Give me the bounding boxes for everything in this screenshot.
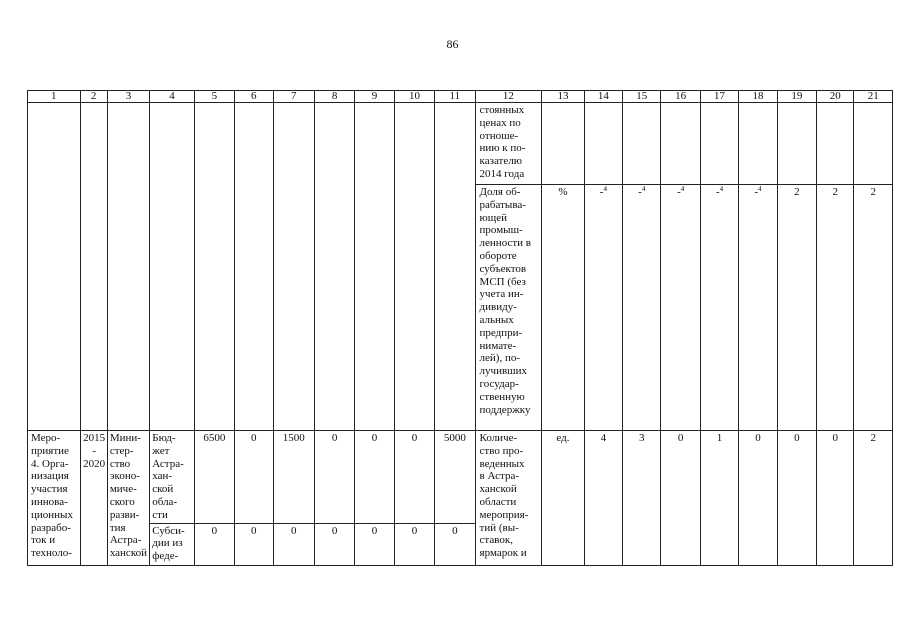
value-dash: - [638, 186, 642, 198]
amount-cell: 0 [194, 523, 234, 565]
table-row [28, 431, 893, 524]
table-cell [777, 103, 816, 185]
amount-cell: 0 [394, 523, 434, 565]
value-cell [623, 185, 661, 431]
col-header: 15 [623, 91, 661, 103]
value-cell [739, 185, 777, 431]
table-cell [817, 103, 854, 185]
footnote-mark: 4 [680, 185, 685, 193]
table-cell [623, 103, 661, 185]
footnote-mark: 4 [603, 185, 607, 193]
col-header: 2 [80, 91, 107, 103]
table-cell [107, 103, 149, 431]
table-cell [700, 103, 738, 185]
footnote-mark: 4 [758, 185, 762, 193]
col-header: 20 [817, 91, 854, 103]
value-cell: 3 [623, 431, 661, 566]
indicator-events-text: Количе- ство про- веденных в Астра- ханской области мероприя- тий (вы- ставок, ярмарок и [475, 431, 542, 566]
amount-cell: 0 [435, 523, 475, 565]
header-row [28, 91, 893, 103]
value-cell: 2 [854, 431, 893, 566]
table-cell [80, 103, 107, 431]
table-cell [355, 103, 394, 431]
amount-cell: 6500 [194, 431, 234, 524]
amount-cell: 5000 [435, 431, 475, 524]
value-dash: - [715, 186, 720, 198]
value-dash: - [754, 186, 759, 198]
col-header: 13 [542, 91, 584, 103]
footnote-mark: 4 [641, 185, 646, 193]
amount-cell: 0 [314, 431, 354, 524]
table-cell [194, 103, 234, 431]
amount-cell: 1500 [273, 431, 314, 524]
table-cell [739, 103, 777, 185]
col-header: 6 [235, 91, 273, 103]
value-cell [661, 185, 700, 431]
col-header: 19 [777, 91, 816, 103]
col-header: 9 [355, 91, 394, 103]
unit-cell: ед. [542, 431, 584, 566]
value-cell: 2 [817, 185, 854, 431]
table-cell [314, 103, 354, 431]
period-cell: 2015 - 2020 [80, 431, 107, 566]
amount-cell: 0 [394, 431, 434, 524]
table-cell [150, 103, 194, 431]
table-row [28, 103, 893, 185]
amount-cell: 0 [314, 523, 354, 565]
col-header: 21 [854, 91, 893, 103]
amount-cell: 0 [235, 431, 273, 524]
value-cell: 0 [777, 431, 816, 566]
table-cell [394, 103, 434, 431]
value-cell: 2 [854, 185, 893, 431]
table-cell [273, 103, 314, 431]
table-cell [661, 103, 700, 185]
unit-cell: % [542, 185, 584, 431]
value-cell: 0 [739, 431, 777, 566]
value-dash: - [599, 186, 604, 198]
footnote-mark: 4 [719, 185, 724, 193]
funding-source-cell: Бюд- жет Астра- хан- ской обла- сти [150, 431, 194, 524]
table-cell [435, 103, 475, 431]
program-table [27, 90, 893, 566]
table-cell [542, 103, 584, 185]
table-cell [235, 103, 273, 431]
amount-cell: 0 [355, 523, 394, 565]
col-header: 10 [394, 91, 434, 103]
table-cell [854, 103, 893, 185]
col-header: 4 [150, 91, 194, 103]
value-cell: 0 [661, 431, 700, 566]
value-cell: 0 [817, 431, 854, 566]
event-name-cell: Меро- приятие 4. Орга- низация участия иннова- ционных разрабо- ток и техноло- [28, 431, 81, 566]
col-header: 16 [661, 91, 700, 103]
table-cell [584, 103, 622, 185]
funding-source-cell: Субси- дии из феде- [150, 523, 194, 565]
col-header: 14 [584, 91, 622, 103]
amount-cell: 0 [355, 431, 394, 524]
col-header: 1 [28, 91, 81, 103]
value-cell: 4 [584, 431, 622, 566]
col-header: 7 [273, 91, 314, 103]
col-header: 17 [700, 91, 738, 103]
value-cell [700, 185, 738, 431]
value-dash: - [677, 186, 681, 198]
table-cell [28, 103, 81, 431]
col-header: 18 [739, 91, 777, 103]
col-header: 12 [475, 91, 542, 103]
col-header: 5 [194, 91, 234, 103]
col-header: 8 [314, 91, 354, 103]
value-cell: 1 [700, 431, 738, 566]
amount-cell: 0 [273, 523, 314, 565]
indicator-text-continued: стоянных ценах по отноше- нию к по- казателю 2014 года [475, 103, 542, 185]
col-header: 3 [107, 91, 149, 103]
value-cell: 2 [777, 185, 816, 431]
amount-cell: 0 [235, 523, 273, 565]
indicator-share-text: Доля об- рабатыва- ющей промыш- ленности в обороте субъектов МСП (без учета ин- дивиду- альных предпри- нимате- лей), по- лучивших государ- ственную поддержку [475, 185, 542, 431]
value-cell [584, 185, 622, 431]
col-header: 11 [435, 91, 475, 103]
executor-cell: Мини- стер- ство эконо- миче- ского разви- тия Астра- ханской [107, 431, 149, 566]
page-number: 86 [446, 37, 459, 51]
